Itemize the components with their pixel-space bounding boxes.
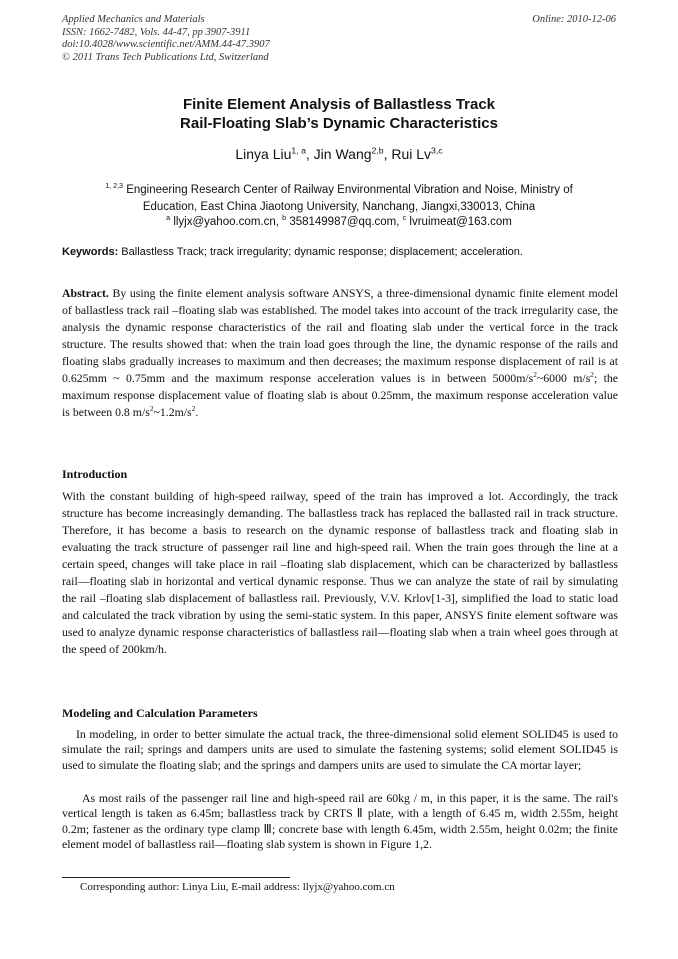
abstract-sup: 2 (590, 370, 594, 380)
abstract-text: . (195, 405, 199, 419)
abstract-text: ~6000 m/s (536, 371, 591, 385)
email-list (0, 216, 678, 228)
abstract-label: Abstract. (62, 286, 109, 300)
abstract-sup: 2 (149, 404, 154, 414)
copyright: © 2011 Trans Tech Publications Ltd, Switzerland (62, 51, 269, 63)
author-name: Linya Liu (235, 146, 292, 162)
affiliation-line-2: Education, East China Jiaotong University, Nanchang, Jiangxi,330013, China (142, 201, 536, 213)
email-sup: c (402, 214, 407, 223)
section-heading-modeling: Modeling and Calculation Parameters (62, 706, 258, 720)
page-header (62, 14, 616, 64)
abstract-text: By using the finite element analysis software ANSYS, a three-dimensional dynamic finite element model of ballastless track rail –floating slab was established. The model takes into account of the track irregularity case, the analysis the dynamic response characteristics of the rail and floating slab under the vertical force in the track structure. The results showed that: when the train load goes through the line, the dynamic response of the rails and floating slabs gradually increases to maximum and then decreases; the maximum response displacement of rail is at 0.625mm ~ 0.75mm and the maximum response acceleration values is in between 5000m/s (62, 286, 618, 385)
keywords-label: Keywords: (62, 246, 119, 258)
paper-title (0, 95, 678, 133)
keywords-text: Ballastless Track; track irregularity; dynamic response; displacement; acceleration. (118, 246, 523, 258)
modeling-paragraph-2: As most rails of the passenger rail line and high-speed rail are 60kg / m, in this paper, it is the same. The rail's vertical length is taken as 6.45m; ballastless track by CRTS Ⅱ plate, with a length of 6.45 m, width 2.55m, height 0.2m; fastener as the ordinary type clamp Ⅲ; concrete base with length 6.45m, width 2.55m, height 0.02m; the finite element model of ballastless rail—floating slab system is shown in Figure 1,2. (62, 791, 618, 851)
journal-name: Applied Mechanics and Materials (62, 14, 205, 25)
abstract (62, 285, 618, 421)
introduction-paragraph: With the constant building of high-speed railway, speed of the train has improved a lot. Accordingly, the track structure has become increasingly demanding. The ballastless track has replaced the ballasted rail in track structure. Therefore, it has become a basis to research on the dynamic response of ballastless track and floating slab in evaluating the track structure of passenger rail line and high-speed rail. When the train goes through the line at a certain speed, changes will take place in rail –floating slab displacement, which can be characterized by ballastless rail—floating slab in horizontal and vertical dynamic response. Thus we can analyze the state of rail by simulating the rail –floating slab displacement of ballastless rail. Previously, V.V. Krlov[1-3], simplified the load to static load and calculated the track vibration by using the semi-static system. In this paper, ANSYS finite element software was used to analyze dynamic response characteristics of ballastless rail—floating slab when a train wheel goes through at the speed of 200km/h. (62, 489, 618, 656)
author-sup: 1, a (291, 145, 306, 156)
modeling-paragraph-1: In modeling, in order to better simulate the actual track, the three-dimensional solid element SOLID45 is used to simulate the rail; springs and dampers units are used to simulate the fastening systems; solid element SOLID45 is used to simulate the floating slab; and the springs and dampers units are used to simulate the CA mortar layer; (62, 727, 618, 772)
affiliation-sup: 1, 2,3 (105, 182, 124, 191)
email-link[interactable]: lvruimeat@163.com (409, 216, 512, 228)
title-line-1: Finite Element Analysis of Ballastless Track (182, 96, 496, 113)
email-sup: a (166, 214, 171, 223)
author-sup: 2,b (371, 145, 384, 156)
abstract-text: ~1.2m/s (153, 405, 192, 419)
issn: ISSN: 1662-7482, Vols. 44-47, pp 3907-3911 (62, 26, 251, 38)
footnote: Corresponding author: Linya Liu, E-mail address: llyjx@yahoo.com.cn (80, 881, 395, 893)
author-sup: 3,c (431, 145, 443, 156)
title-line-2: Rail-Floating Slab’s Dynamic Characteristics (180, 115, 498, 132)
footnote-divider (62, 877, 290, 878)
email-link[interactable]: llyjx@yahoo.com.cn, (173, 216, 283, 228)
author-list: Linya Liu$^{1, a}$, Jin Wang$^{2,b}$, Rui Lv$^{3,c}$ (235, 145, 443, 162)
author-name: Jin Wang (313, 146, 372, 162)
online-date: Online: 2010-12-06 (532, 14, 616, 25)
abstract-sup: 2 (533, 370, 537, 380)
email-link[interactable]: 358149987@qq.com, (289, 216, 403, 228)
abstract-text: ; the maximum response displacement value of floating slab is about 0.25mm, the maximum response acceleration value is between 0.8 m/s (62, 371, 619, 419)
section-heading-introduction: Introduction (62, 467, 128, 481)
keywords (62, 246, 618, 258)
author-name: Rui Lv (391, 146, 432, 162)
doi: doi:10.4028/www.scientific.net/AMM.44-47.3907 (62, 39, 270, 50)
email-sup: b (282, 214, 287, 223)
affiliation-line-1: Engineering Research Center of Railway Environmental Vibration and Noise, Ministry of (126, 184, 573, 196)
abstract-sup: 2 (191, 404, 196, 414)
affiliation (60, 182, 618, 216)
